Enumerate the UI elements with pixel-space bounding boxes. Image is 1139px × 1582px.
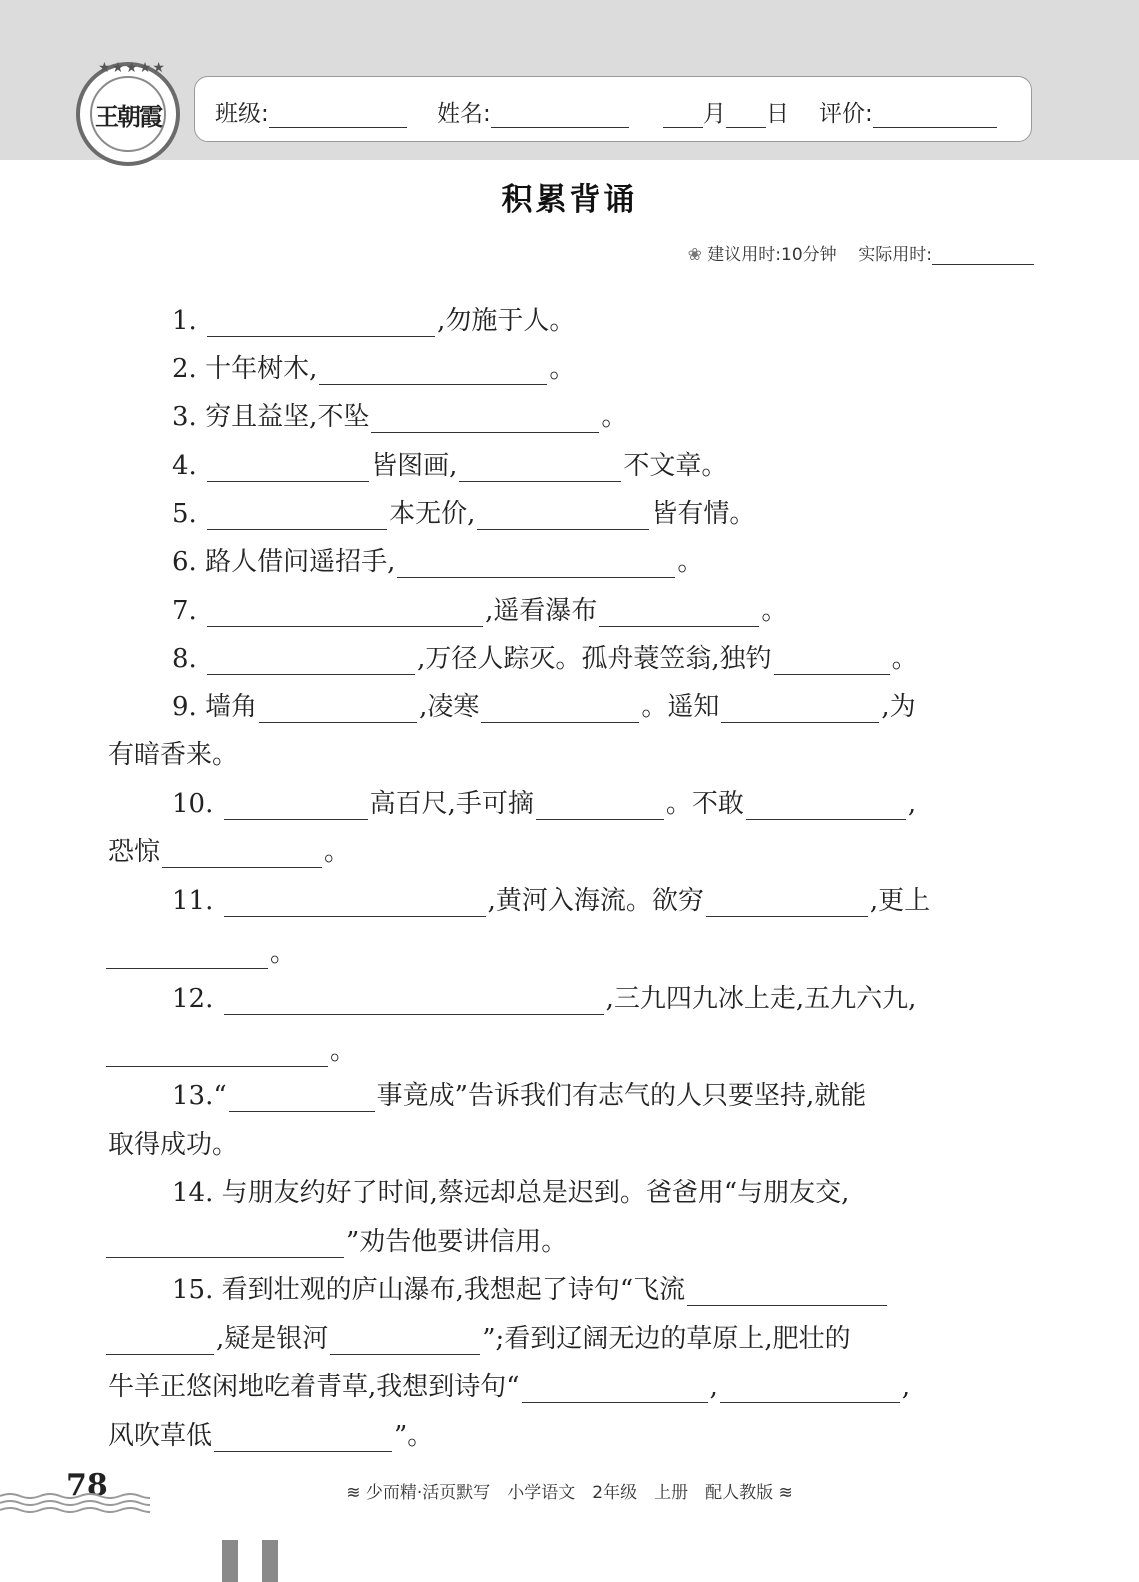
suggested-time: 建议用时:10分钟 [707,245,837,265]
question-text: , [901,1372,911,1402]
question-8 [172,638,918,675]
question-text: ,勿施于人。 [437,306,576,336]
answer-blank[interactable] [106,942,268,969]
question-text: 。 [270,938,297,968]
question-10 [172,783,916,820]
question-text: 。不敢 [665,789,744,819]
question-text: 高百尺,手可摘 [369,789,534,819]
answer-blank[interactable] [259,696,417,723]
question-text: ,凌寒 [419,692,480,722]
question-text: 。 [330,1036,357,1066]
name-blank[interactable] [491,105,629,128]
question-15-cont-1 [106,1318,851,1355]
question-number: 1. [172,306,197,336]
date-field[interactable] [663,95,789,128]
question-text: ”劝告他要讲信用。 [346,1227,568,1257]
question-12 [172,978,916,1015]
question-text: 事竟成”告诉我们有志气的人只要坚持,就能 [376,1081,867,1111]
question-11 [172,880,930,917]
question-text: 。 [601,402,628,432]
answer-blank[interactable] [720,1376,900,1403]
question-1 [172,300,575,337]
question-number: 4. [172,451,197,481]
question-text: 恐惊 [108,837,161,867]
question-7 [172,590,787,627]
question-2 [172,348,575,385]
question-9 [172,686,916,723]
question-text: 。 [324,837,351,867]
question-text: 本无价, [389,499,476,529]
question-11-cont [106,932,296,969]
question-4 [172,445,727,482]
question-number: 3. [172,402,197,432]
answer-blank[interactable] [774,648,890,675]
answer-blank[interactable] [687,1279,887,1306]
question-text: 。 [891,644,918,674]
answer-blank[interactable] [224,890,486,917]
question-text: ,为 [881,692,916,722]
question-text: 皆图画, [371,451,458,481]
question-14-cont [106,1221,567,1258]
stars-icon: ★★★★★ [98,60,166,76]
binding-mark [222,1540,238,1582]
question-3 [172,396,627,433]
question-number: 5. [172,499,197,529]
time-info [688,240,1034,265]
question-text: 与朋友约好了时间,蔡远却总是迟到。爸爸用“与朋友交, [221,1178,850,1208]
answer-blank[interactable] [536,793,664,820]
question-text: 取得成功。 [108,1130,239,1160]
question-text: 有暗香来。 [108,740,239,770]
question-text: 穷且益坚,不坠 [205,402,370,432]
question-text: ”;看到辽阔无边的草原上,肥壮的 [482,1324,851,1354]
question-5 [172,493,755,530]
timer-icon: ❀ [687,245,702,265]
question-text: “ [213,1081,227,1111]
book-info: ≋ 少而精·活页默写 小学语文 2年级 上册 配人教版 ≋ [346,1483,793,1503]
answer-blank[interactable] [162,841,322,868]
answer-blank[interactable] [106,1231,344,1258]
answer-blank[interactable] [207,455,369,482]
day-label: 日 [766,101,789,127]
question-text: 。 [549,354,576,384]
answer-blank[interactable] [706,890,868,917]
question-text: 风吹草低 [108,1421,213,1451]
question-13 [172,1075,866,1112]
question-number: 8. [172,644,197,674]
class-blank[interactable] [269,105,407,128]
answer-blank[interactable] [721,696,879,723]
question-text: 不文章。 [623,451,728,481]
question-14 [172,1172,849,1209]
brand-logo [76,62,180,166]
page-title: 积累背诵 [501,182,638,218]
answer-blank[interactable] [746,793,906,820]
question-text: 。 [677,547,704,577]
question-text: ,遥看瀑布 [485,596,598,626]
student-info-box [194,76,1032,142]
question-text: 牛羊正悠闲地吃着青草,我想到诗句“ [108,1372,520,1402]
question-number: 15. [172,1275,214,1305]
question-15 [172,1269,889,1306]
answer-blank[interactable] [207,503,387,530]
question-6 [172,541,703,578]
question-9-cont [108,734,238,771]
answer-blank[interactable] [224,793,368,820]
question-text: 。遥知 [641,692,720,722]
answer-blank[interactable] [397,551,675,578]
day-blank[interactable] [726,105,766,128]
question-text: ,更上 [869,886,931,916]
month-label: 月 [703,101,726,127]
eval-field[interactable] [819,95,997,128]
class-field[interactable] [215,95,407,128]
answer-blank[interactable] [214,1425,392,1452]
actual-time-label: 实际用时: [858,245,932,265]
class-label: 班级: [215,101,269,127]
question-text: ,黄河入海流。欲穷 [487,886,704,916]
question-number: 13. [172,1081,214,1111]
answer-blank[interactable] [477,503,649,530]
question-text: ,三九四九冰上走,五九六九, [605,984,917,1014]
question-number: 2. [172,354,197,384]
page-number: 78 [66,1468,108,1503]
question-12-cont [106,1030,356,1067]
question-text: ”。 [394,1421,434,1451]
question-number: 12. [172,984,214,1014]
question-text: ,万径人踪灭。孤舟蓑笠翁,独钓 [417,644,772,674]
question-number: 7. [172,596,197,626]
answer-blank[interactable] [522,1376,708,1403]
eval-label: 评价: [819,101,873,127]
question-10-cont [108,831,350,868]
question-text: , [709,1372,718,1402]
logo-inner-ring [90,76,166,152]
question-number: 9. [172,692,197,722]
question-15-cont-3 [108,1415,433,1452]
answer-blank[interactable] [207,600,483,627]
name-field[interactable] [437,95,629,128]
question-text: 墙角 [205,692,258,722]
answer-blank[interactable] [106,1040,328,1067]
answer-blank[interactable] [319,358,547,385]
actual-time-blank[interactable] [932,248,1034,265]
answer-blank[interactable] [371,406,599,433]
question-text: 十年树木, [205,354,318,384]
question-number: 14. [172,1178,214,1208]
answer-blank[interactable] [330,1328,480,1355]
answer-blank[interactable] [207,648,415,675]
question-text: 路人借问遥招手, [205,547,396,577]
question-text: 皆有情。 [651,499,756,529]
question-15-cont-2 [108,1366,910,1403]
month-blank[interactable] [663,105,703,128]
question-text: ,疑是银河 [216,1324,329,1354]
question-13-cont [108,1124,238,1161]
binding-mark [262,1540,278,1582]
answer-blank[interactable] [229,1085,375,1112]
name-label: 姓名: [437,101,491,127]
question-text: , [907,789,917,819]
answer-blank[interactable] [106,1328,214,1355]
eval-blank[interactable] [873,105,997,128]
answer-blank[interactable] [599,600,759,627]
question-text: 看到壮观的庐山瀑布,我想起了诗句“飞流 [221,1275,686,1305]
answer-blank[interactable] [207,310,435,337]
logo-text: 王朝霞 [95,101,161,131]
answer-blank[interactable] [459,455,621,482]
question-text: 。 [761,596,788,626]
question-number: 11. [172,886,214,916]
question-number: 6. [172,547,197,577]
question-number: 10. [172,789,214,819]
answer-blank[interactable] [224,988,604,1015]
answer-blank[interactable] [481,696,639,723]
